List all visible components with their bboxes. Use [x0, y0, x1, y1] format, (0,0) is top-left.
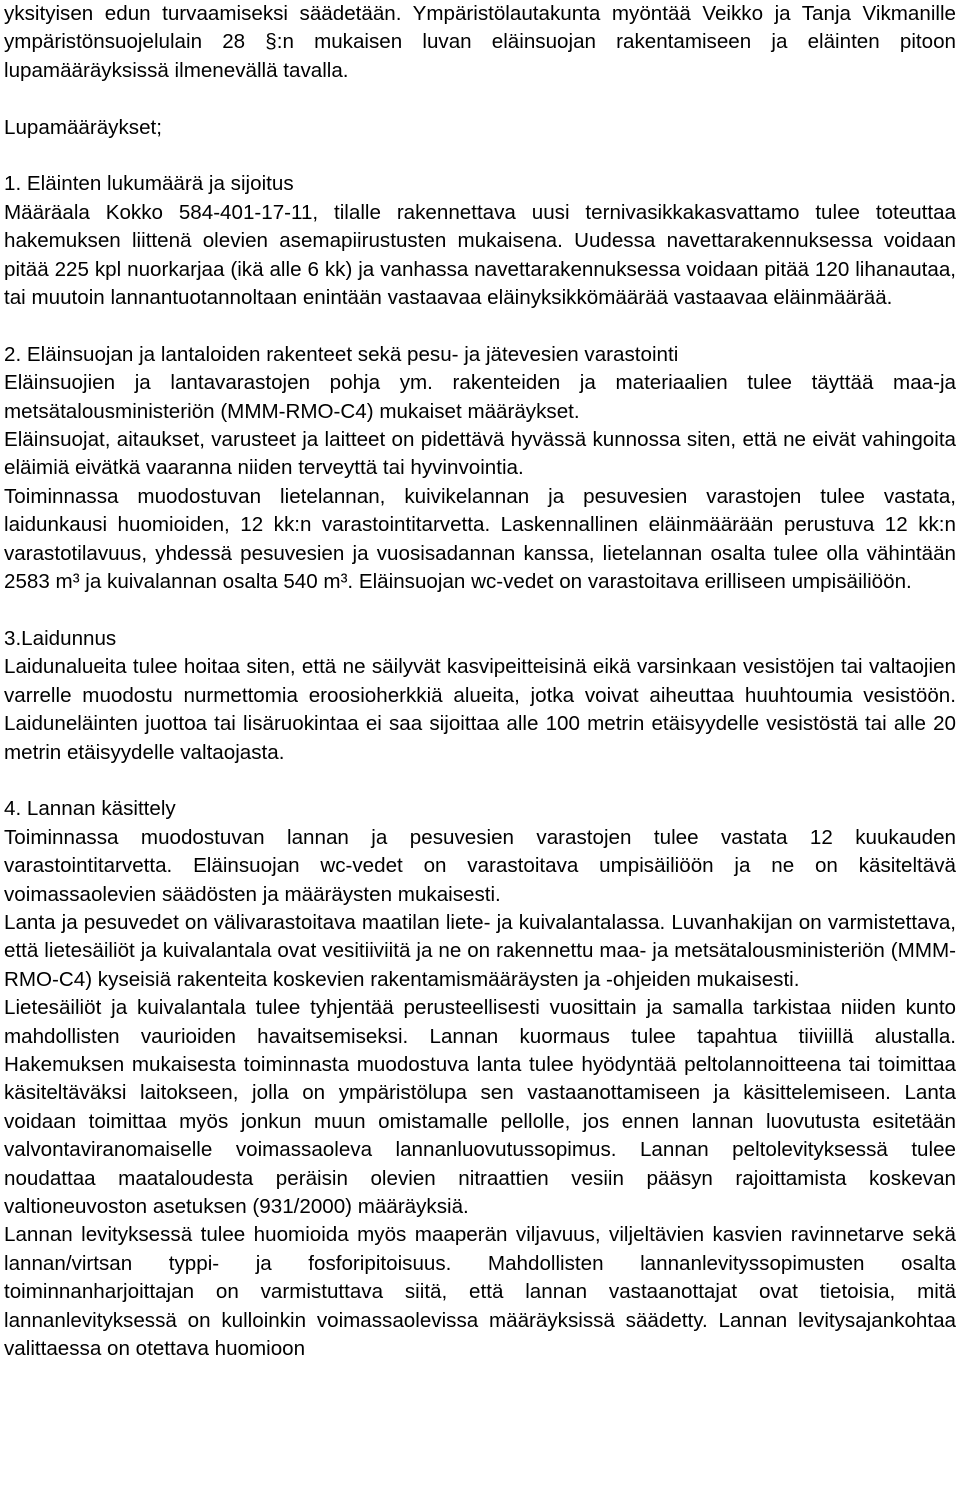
section-4-paragraph-1: Toiminnassa muodostuvan lannan ja pesuvesien varastojen tulee vastata 12 kuukauden varastointitarvetta. Eläinsuojan wc-vedet on varastoitava umpisäiliöön ja ne on käsiteltävä voimassaolevien säädösten ja määräysten mukaisesti. — [4, 825, 956, 906]
intro-paragraph: yksityisen edun turvaamiseksi säädetään. Ympäristölautakunta myöntää Veikko ja Tanja Vikmanille ympäristönsuojelulain 28 §:n mukaisen luvan eläinsuojan rakentamiseen ja eläinten pitoon lupamääräyksissä ilmenevällä tavalla. — [4, 2, 956, 82]
section-1-paragraph-1: Määräala Kokko 584-401-17-11, tilalle rakennettava uusi ternivasikkakasvattamo tulee toteuttaa hakemuksen liittenä olevien asemapiirustusten mukaisena. Uudessa navettarakennuksessa voidaan pitää 225 kpl nuorkarjaa (ikä alle 6 kk) ja vanhassa navettarakennuksessa voidaan pitää 120 lihanautaa, tai muutoin lannantuotannoltaan enintään vastaavaa eläinyksikkömäärää vastaavaa eläinmäärää. — [4, 200, 956, 310]
section-4-paragraph-3: Lietesäiliöt ja kuivalantala tulee tyhjentää perusteellisesti vuosittain ja samalla tarkistaa niiden kunto mahdollisten vaurioiden havaitsemiseksi. Lannan kuormaus tulee tapahtua tiiviillä alustalla. Hakemuksen mukaisesta toiminnasta muodostuva lanta tulee hyödyntää peltolannoitteena tai toimittaa käsiteltäväksi laitokseen, jolla on ympäristölupa sen vastaanottamiseen ja käsittelemiseen. Lanta voidaan toimittaa myös jonkun muun omistamalle pellolle, jos ennen lannan luovutusta esitetään valvontaviranomaiselle voimassaoleva lannanluovutussopimus. Lannan peltolevityksessä tulee noudattaa maataloudesta peräisin olevien nitraattien vesiin pääsyn rajoittamista koskevan valtioneuvoston asetuksen (931/2000) määräyksiä. — [4, 996, 956, 1218]
section-2-paragraph-2: Eläinsuojat, aitaukset, varusteet ja laitteet on pidettävä hyvässä kunnossa siten, että ne eivät vahingoita eläimiä eivätkä vaaranna niiden terveyttä tai hyvinvointia. — [4, 428, 956, 480]
lupamaaraykset-label: Lupamääräykset; — [4, 115, 162, 139]
document-page — [4, 0, 956, 1363]
spacer — [4, 767, 956, 795]
section-4-paragraph-2: Lanta ja pesuvedet on välivarastoitava maatilan liete- ja kuivalantalassa. Luvanhakijan on varmistettava, että lietesäiliöt ja kuivalantala ovat vesitiiviitä ja ne on rakennettu maa- ja metsätalousministeriön (MMM-RMO-C4) kyseisiä rakenteita koskevien rakentamismääräysten ja -ohjeiden mukaisesti. — [4, 910, 956, 991]
spacer — [4, 85, 956, 113]
section-2-paragraph-3: Toiminnassa muodostuvan lietelannan, kuivikelannan ja pesuvesien varastojen tulee vastata, laidunkausi huomioiden, 12 kk:n varastointitarvetta. Laskennallinen eläinmäärään perustuva 12 kk:n varastotilavuus, yhdessä pesuvesien ja vuosisadannan kanssa, lietelannan osalta tulee olla vähintään 2583 m³ ja kuivalannan osalta 540 m³. Eläinsuojan wc-vedet on varastoitava erilliseen umpisäiliöön. — [4, 484, 956, 594]
spacer — [4, 142, 956, 170]
section-4-paragraph-4: Lannan levityksessä tulee huomioida myös maaperän viljavuus, viljeltävien kasvien ravinnetarve sekä lannan/virtsan typpi- ja fosforipitoisuus. Mahdollisten lannanlevityssopimusten osalta toiminnanharjoittajan on varmistuttava siitä, että lannan vastaanottajat ovat tietoisia, mitä lannanlevityksessä on kulloinkin voimassaolevissa määräyksissä säädetty. Lannan levitysajankohtaa valittaessa on otettava huomioon — [4, 1223, 956, 1361]
spacer — [4, 312, 956, 340]
section-4-heading: 4. Lannan käsittely — [4, 797, 176, 821]
section-1-heading: 1. Eläinten lukumäärä ja sijoitus — [4, 172, 294, 196]
section-2-paragraph-1: Eläinsuojien ja lantavarastojen pohja ym. rakenteiden ja materiaalien tulee täyttää maa-ja metsätalousministeriön (MMM-RMO-C4) mukaiset määräykset. — [4, 371, 956, 423]
spacer — [4, 596, 956, 624]
section-2-heading: 2. Eläinsuojan ja lantaloiden rakenteet sekä pesu- ja jätevesien varastointi — [4, 342, 679, 366]
section-3-paragraph-1: Laidunalueita tulee hoitaa siten, että ne säilyvät kasvipeitteisinä eikä varsinkaan vesistöjen tai valtaojien varrelle muodostu nurmettomia eroosioherkkiä alueita, jotka voivat aiheuttaa huuhtoumia vesistöön. Laiduneläinten juottoa tai lisäruokintaa ei saa sijoittaa alle 100 metrin etäisyydelle vesistöstä tai alle 20 metrin etäisyydelle valtaojasta. — [4, 655, 956, 764]
section-3-heading: 3.Laidunnus — [4, 626, 117, 650]
